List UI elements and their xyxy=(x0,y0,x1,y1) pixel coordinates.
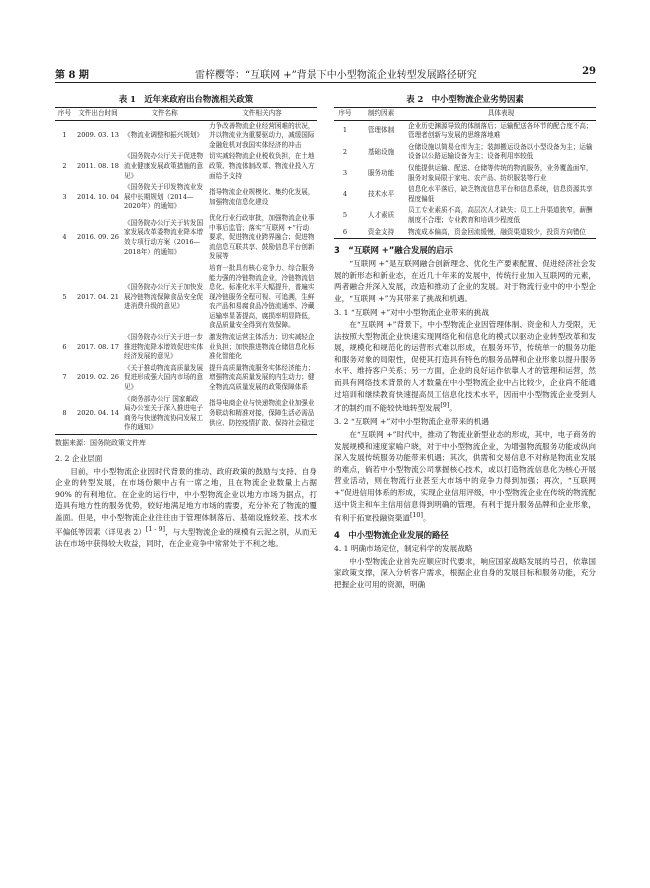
table-cell: 1 xyxy=(342,126,348,135)
body-paragraph: “互联网 +”是互联网融合创新理念、优化生产要素配置、促进经济社会发展的新形态和新业态，在近几十年来的发展中，传统行业加入互联网的元素，两者融合并深入发展，改造和推动了企业的发展。对于物流行业中的中小型企业，“互联网 +”为其带来了挑战和机遇。 xyxy=(334,259,596,303)
table-row xyxy=(55,332,317,363)
section-4-heading: 4 中小型物流企业发展的路径 xyxy=(334,530,449,541)
table-cell: 4 xyxy=(62,233,67,242)
table-cell: 优化行业行政审批，加强物流企业事中事后监管；落实“互联网 +”行动要求，促进物流业跨界融合；促进物流信息互联共享、鼓励信息平台创新发展等 xyxy=(209,213,315,261)
table-cell: 信息化水平落后，缺乏物流信息平台和信息系统，信息资源共享程度偏低 xyxy=(408,185,593,203)
table-cell: 切实减轻物流企业税收负担，在土地政策、物流体制改革、物流业投入方面给予支持 xyxy=(209,152,315,180)
table-cell: 提升高质量物流服务实体经济能力；增强物流高质量发展的内生动力；健全物流高质量发展的政策保障体系 xyxy=(209,363,315,392)
paragraph-text: 。 xyxy=(422,513,431,523)
table-cell: 2 xyxy=(342,147,348,156)
table-cell: 2016. 09. 26 xyxy=(77,233,119,242)
table-cell: 仓储设施以简易仓库为主；装卸搬运设备以小型设备为主；运输设备以公路运输设备为主；设备利用率较低 xyxy=(408,142,593,161)
table-cell: 仅能提供运输、配送、仓储等传统的物流服务，业务覆盖面窄，服务对象局限于家电、农产品、纺织服装等行业 xyxy=(408,163,593,182)
paragraph-text: 在“互联网 +”时代中，推动了物流业新型业态的形成，其中，电子商务的发展规模和速度家喻户晓，对于中小型物流企业，为增强物流服务功能或纵向深入发展传统服务功能带来机遇；其次，供需和交易信息不对称是物流业发展的难点，倘若中小型物流公司掌握核心技术，或以打造物流信息化为核心开展营业活动，则在物流行业甚至大市场中的竞争力得到加强；再次，“互联网 +”促进信用体系的形成，实现企业信用评级，中小型物流企业在传统的物流配送中货主和车主信用信息得到明确的管理，有利于提升服务品牌和企业形象，有利于拓宽投融资渠道 xyxy=(334,429,596,523)
section-title: “互联网 +”对中小型物流企业带来的挑战 xyxy=(350,307,489,317)
citation: [9] xyxy=(440,402,450,410)
table-cell: 指导物流企业规模化、集约化发展，加强物流信息化建设 xyxy=(209,187,315,206)
table-cell: 5 xyxy=(342,211,348,220)
table-row xyxy=(55,182,317,213)
section-number: 3. 1 xyxy=(334,307,349,317)
table-cell: 员工专业素质不高，高层次人才缺失；员工上升渠道狭窄，薪酬制度不合理；专业教育和培训少程度低 xyxy=(408,206,593,224)
table-cell: 技术水平 xyxy=(367,189,395,198)
paragraph-text: 在“互联网 +”背景下，中小型物流企业因管理体制、资金和人力受限，无法按照大型物流企业快速实现网络化和信息化的模式以驱动企业转型改革和发展，规模化和规范化的运营形式难以形成，在服务环节，传统单一的服务功能和服务对象的局限性，促使其打造具有特色的服务品牌和企业形象以提升服务水平、维持客户关系；另一方面，企业的良好运作依靠人才的管理和运营，然而具有网络技术背景的人才数量在中小型物流企业中占比较少，企业尚不能通过培训和继续教育快速提高员工信息化技术水平，因而中小型物流企业受到人才的制约而不能较快地转型发展 xyxy=(334,320,596,413)
table-cell: 6 xyxy=(334,227,356,239)
table-cell: 《国务院办公厅关于加快发展冷链物流保障食品安全促进消费升级的意见》 xyxy=(124,283,204,311)
table-cell: 《物流业调整和振兴规划》 xyxy=(124,131,204,140)
section-title: 明确市场定位，制定科学的发展战略 xyxy=(350,544,473,554)
right-column xyxy=(334,92,596,591)
body-paragraph xyxy=(334,319,596,414)
paragraph-text: 目前，中小型物流企业因时代背景的推动、政府政策的鼓励与支持、自身企业的转型发展，在市场份额中占有一席之地，且在物流企业数量上占据 90% 的有利地位。在企业的运行中，中小型物流企业以地方市场为据点，打造具有地方性的服务优势，较好地满足地方市场的需要，充分补充了物流的覆盖面。但是，中小型物流企业往往由于管理体制落后、基础设施较差、技术水平偏低等因素（详见表 2） xyxy=(55,466,317,537)
table-cell: 7 xyxy=(62,373,67,382)
section-title: 企业层面 xyxy=(71,454,103,463)
section-2-2-heading xyxy=(55,453,317,465)
page-number: 29 xyxy=(582,66,596,77)
body-paragraph xyxy=(334,429,596,524)
section-title: “互联网 +”对中小型物流企业带来的机遇 xyxy=(350,417,489,427)
issue-number: 第 8 期 xyxy=(55,70,89,81)
table-row xyxy=(334,205,596,226)
table-row xyxy=(55,151,317,182)
table2 xyxy=(334,107,596,239)
table1-header-cell: 文件名称 xyxy=(122,108,207,121)
table-cell: 力争改善物流企业经营困难的状况，并以物流业为重要驱动力，减缓国际金融危机对我国实体经济的冲击 xyxy=(209,121,315,149)
table-row xyxy=(334,227,596,239)
table2-header-cell: 序号 xyxy=(334,108,356,121)
table-cell: 培育一批具有核心竞争力、综合服务能力强的冷链物流企业，冷链物流信息化、标准化水平大幅提升，普遍实现冷链服务全程可视、可追溯，生鲜农产品和易腐食品冷链流通率、冷藏运输率显著提高，腐损率明显降低，食品质量安全得到有效保障。 xyxy=(209,263,315,330)
table2-header-cell: 制约因素 xyxy=(356,108,406,121)
table-cell: 物流成本偏高，资金回流缓慢，融资渠道较少，投资方向错位 xyxy=(406,227,596,239)
table1 xyxy=(55,107,317,435)
table-row xyxy=(334,184,596,205)
table-cell: 4 xyxy=(342,189,348,198)
table2-header-cell: 具体表现 xyxy=(406,108,596,121)
header-rule xyxy=(55,82,596,83)
running-title: 雷梓樱等：“互联网 +”背景下中小型物流企业转型发展路径研究 xyxy=(195,70,477,81)
table1-header-cell: 文件相关内容 xyxy=(207,108,317,121)
table-cell: 资金支持 xyxy=(356,227,406,239)
table-cell: 《国务院办公厅关于进一步推进物流降本增效促进实体经济发展的意见》 xyxy=(124,333,204,361)
section-3-2-heading xyxy=(334,416,596,428)
table-cell: 2017. 08. 17 xyxy=(77,342,119,351)
table-cell: 《国务院办公厅关于转发国家发展改革委物流业降本增效专项行动方案（2016—2018年）的通知》 xyxy=(124,218,204,256)
paragraph-text: 。 xyxy=(449,403,457,413)
table-cell: 企业历史渊源导致的体制落后；运输配送各环节的配合度不高；管理者创新与发展的思维落地难 xyxy=(408,121,593,140)
table-cell: 2019. 02. 26 xyxy=(77,373,119,382)
section-3-heading: 3 “互联网 +”融合发展的启示 xyxy=(334,245,453,256)
table-cell: 8 xyxy=(55,394,74,435)
citation: [1 - 9] xyxy=(145,525,166,533)
table-row xyxy=(334,120,596,142)
table-cell: 6 xyxy=(62,342,67,351)
section-number: 3. 2 xyxy=(334,417,349,427)
table-cell: 2014. 10. 04 xyxy=(77,192,119,201)
table-cell: 2017. 04. 21 xyxy=(77,292,119,301)
table1-source: 数据来源：国务院政策文件库 xyxy=(55,439,146,447)
table-cell: 人才素质 xyxy=(367,211,395,220)
section-4-1-heading xyxy=(334,543,596,555)
table-cell: 1 xyxy=(62,131,67,140)
table1-caption: 表 1 近年来政府出台物流相关政策 xyxy=(118,94,254,104)
table-cell: 《国务院办公厅关于促进物流业健康发展政策措施的意见》 xyxy=(124,152,204,180)
table2-caption: 表 2 中小型物流企业劣势因素 xyxy=(406,94,524,104)
section-number: 4. 1 xyxy=(334,544,349,554)
body-paragraph: 中小型物流企业首先应顺应时代要求，响应国家战略发展的号召，依靠国家政策支撑，深入分析客户需求，根据企业自身的发展目标和服务功能，充分把握企业可用的资源，明确 xyxy=(334,556,596,590)
table-row xyxy=(55,263,317,332)
table-row xyxy=(55,394,317,435)
table-row xyxy=(55,213,317,263)
table-row xyxy=(55,120,317,151)
table-cell: 2011. 08. 18 xyxy=(77,161,119,170)
section-3-1-heading xyxy=(334,307,596,319)
table-row xyxy=(334,163,596,184)
body-paragraph xyxy=(55,466,317,550)
table-cell: 《关于推动物流高质量发展促进形成强大国内市场的意见》 xyxy=(124,363,204,392)
table1-header-cell: 文件出台时间 xyxy=(74,108,122,121)
table1-header-row xyxy=(55,108,317,121)
table-cell: 管理体制 xyxy=(367,126,395,135)
table1-header-cell: 序号 xyxy=(55,108,74,121)
table-cell: 基础设施 xyxy=(367,147,395,156)
table-row xyxy=(334,142,596,163)
table-cell: 服务功能 xyxy=(367,168,395,177)
table-cell: 5 xyxy=(62,292,67,301)
running-header xyxy=(55,66,596,80)
table-cell: 《国务院关于印发物流业发展中长期规划（2014—2020年）的通知》 xyxy=(124,183,204,211)
table-cell: 2020. 04. 14 xyxy=(74,394,122,435)
table-cell: 激发物流运营主体活力；切实减轻企业负担；加快推进物流仓储信息化标准化智能化 xyxy=(209,333,315,361)
table-cell: 3 xyxy=(342,168,348,177)
left-column xyxy=(55,92,317,549)
paragraph-text: ，与大型物流企业的规模有云泥之别，从而无法在市场中获得较大收益，同时，在企业竞争中常常处于不利之地。 xyxy=(55,527,318,548)
table-cell: 2009. 03. 13 xyxy=(77,131,119,140)
table2-header-row xyxy=(334,108,596,121)
table-cell: 指导电商企业与快递物流企业加强业务联动和精准对接，保障生活必需品供应、防控疫情扩散、保持社会稳定 xyxy=(207,394,317,435)
section-number: 2. 2 xyxy=(55,454,70,463)
table-row xyxy=(55,363,317,394)
citation: [10] xyxy=(409,512,423,520)
table-cell: 《商务部办公厅 国家邮政局办公室关于深入推进电子商务与快递物流协同发展工作的通知》 xyxy=(122,394,207,435)
table-cell: 3 xyxy=(62,192,67,201)
table-cell: 2 xyxy=(62,161,67,170)
